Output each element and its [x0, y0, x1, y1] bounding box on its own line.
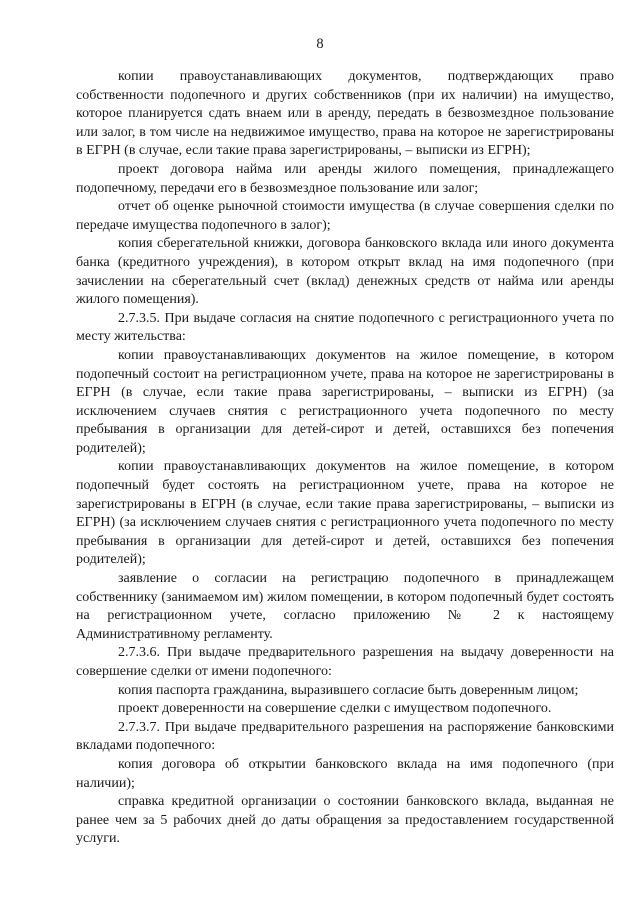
paragraph-valuation-report: отчет об оценке рыночной стоимости имущества (в случае совершения сделки по передаче имущества подопечного в залог);: [76, 199, 614, 233]
paragraph-title-documents-copies: копии правоустанавливающих документов, подтверждающих право собственности подопечного и других собственников (при их наличии) на имущество, которое планируется сдать внаем или в аренду, передать в безвозмездное пользование или залог, в том числе на недвижимое имущество, права на которое не зарегистрированы в ЕГРН (в случае, если такие права зарегистрированы, – выписки из ЕГРН);: [76, 69, 614, 159]
paragraph-section-2-7-3-7: 2.7.3.7. При выдаче предварительного разрешения на распоряжение банковскими вкладами подопечного:: [76, 719, 614, 754]
paragraph-current-residence-documents: копии правоустанавливающих документов на жилое помещение, в котором подопечный состоит на регистрационном учете, права на которое не зарегистрированы в ЕГРН (в случае, если такие права зарегистрированы, – выписки из ЕГРН) (за исключением случаев снятия с регистрационного учета подопечного по месту пребывания в организации для детей-сирот и детей, оставшихся без попечения родителей);: [76, 347, 614, 456]
paragraph-lease-draft: проект договора найма или аренды жилого помещения, принадлежащего подопечному, передачи его в безвозмездное пользование или залог;: [76, 161, 614, 196]
paragraph-future-residence-documents: копии правоустанавливающих документов на жилое помещение, в котором подопечный будет состоять на регистрационном учете, права на которое не зарегистрированы в ЕГРН (в случае, если такие права зарегистрированы, – выписки из ЕГРН) (за исключением случаев снятия с регистрационного учета подопечного по месту пребывания в организации для детей-сирот и детей, оставшихся без попечения родителей);: [76, 459, 614, 568]
paragraph-section-2-7-3-6: 2.7.3.6. При выдаче предварительного разрешения на выдачу доверенности на совершение сделки от имени подопечного:: [76, 645, 614, 679]
page-number: 8: [316, 36, 324, 52]
paragraph-power-of-attorney-draft: проект доверенности на совершение сделки с имуществом подопечного.: [118, 701, 552, 717]
document-body: [76, 68, 614, 849]
paragraph-deposit-agreement-copy: копия договора об открытии банковского вклада на имя подопечного (при наличии);: [76, 756, 614, 791]
paragraph-bank-statement: справка кредитной организации о состоянии банковского вклада, выданная не ранее чем за 5 рабочих дней до даты обращения за предоставлением государственной услуги.: [76, 794, 614, 847]
paragraph-passport-copy: копия паспорта гражданина, выразившего согласие быть доверенным лицом;: [118, 682, 579, 698]
paragraph-registration-consent: заявление о согласии на регистрацию подопечного в принадлежащем собственнику (занимаемом им) жилом помещении, в котором подопечный будет состоять на регистрационном учете, согласно приложению № 2 к настоящему Административному регламенту.: [76, 571, 614, 642]
paragraph-section-2-7-3-5: 2.7.3.5. При выдаче согласия на снятие подопечного с регистрационного учета по месту жительства:: [76, 310, 614, 345]
paragraph-savings-book-copy: копия сберегательной книжки, договора банковского вклада или иного документа банка (кредитного учреждения), в котором открыт вклад на имя подопечного (при зачислении на сберегательный счет (вклад) денежных средств от найма или аренды жилого помещения).: [76, 236, 614, 308]
